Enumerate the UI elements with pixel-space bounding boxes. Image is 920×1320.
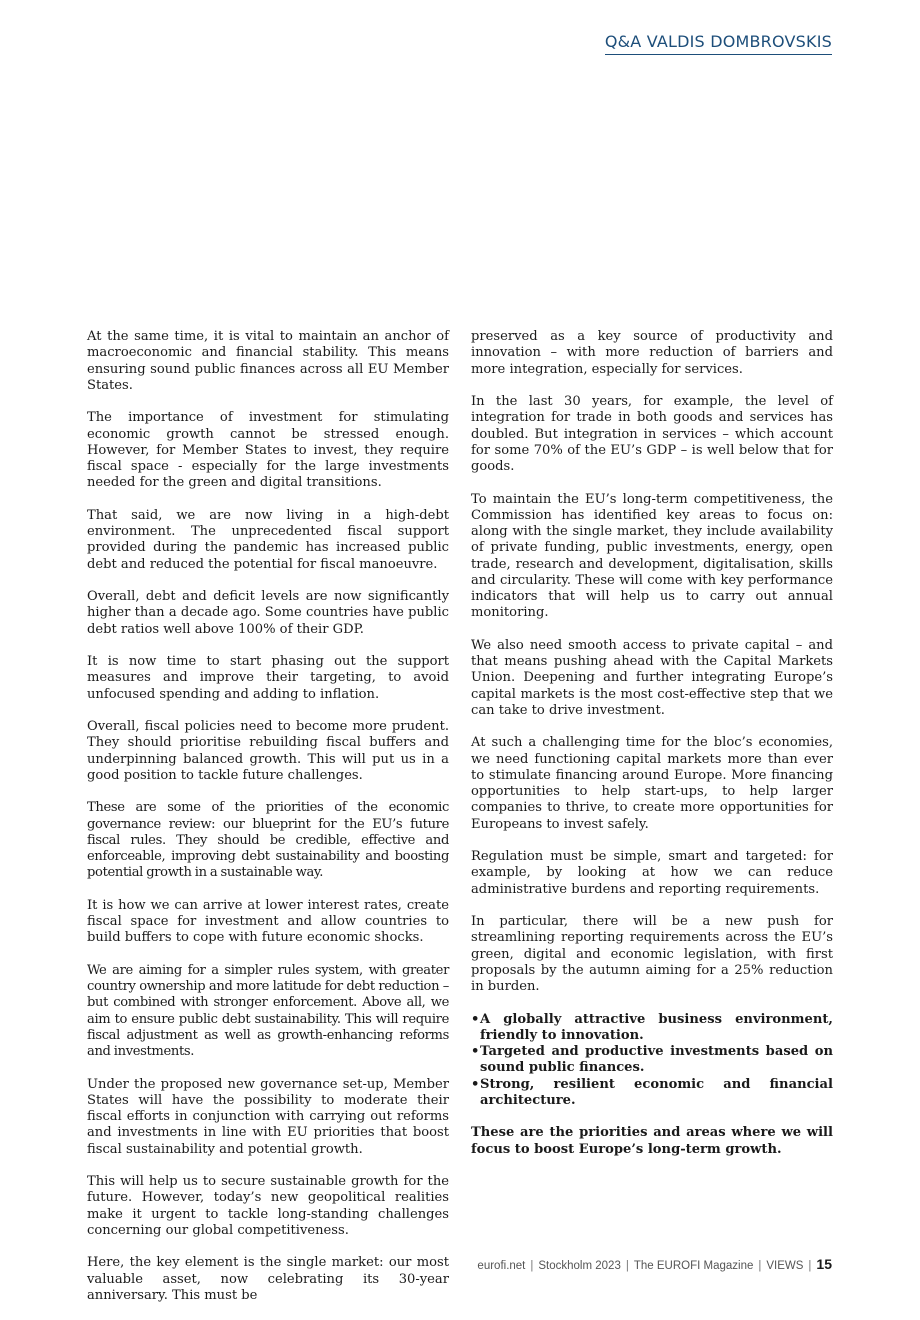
list-item-text: A globally attractive business environment, friendly to innovation. (480, 1011, 833, 1043)
paragraph: The importance of investment for stimulating economic growth cannot be stressed enough. However, for Member States to invest, they require fiscal space - especially for the large investments needed for the green and digital transitions. (87, 410, 449, 491)
paragraph: In the last 30 years, for example, the level of integration for trade in both goods and services has doubled. But integration in services – which account for some 70% of the EU’s GDP – is well below that for goods. (471, 394, 833, 474)
paragraph: We are aiming for a simpler rules system, with greater country ownership and more latitude for debt reduction – but combined with stronger enforcement. Above all, we aim to ensure public debt sustainability. This will require fiscal adjustment as well as growth-enhancing reforms and investments. (87, 962, 449, 1059)
paragraph: Overall, debt and deficit levels are now significantly higher than a decade ago. Some countries have public debt ratios well above 100% of their GDP. (87, 589, 449, 637)
footer-section: VIEWS (766, 1260, 804, 1272)
list-item (471, 1044, 833, 1077)
article-header: Q&A VALDIS DOMBROVSKIS (605, 32, 832, 55)
footer-separator: | (625, 1260, 629, 1272)
paragraph: At the same time, it is vital to maintain an anchor of macroeconomic and financial stability. This means ensuring sound public finances across all EU Member States. (87, 329, 449, 393)
list-item-text: Targeted and productive investments based on sound public finances. (480, 1044, 833, 1076)
paragraph: These are some of the priorities of the economic governance review: our blueprint for the EU’s future fiscal rules. They should be credible, effective and enforceable, improving debt sustainability and boosting potential growth in a sustainable way. (87, 800, 449, 881)
bullet-icon: • (471, 1076, 480, 1092)
list-item (471, 1012, 833, 1045)
footer-site: eurofi.net (477, 1260, 526, 1272)
paragraph: This will help us to secure sustainable growth for the future. However, today’s new geopolitical realities make it urgent to tackle long-standing challenges concerning our global competitiveness. (87, 1174, 449, 1238)
priority-list (471, 1012, 833, 1110)
paragraph: Regulation must be simple, smart and targeted: for example, by looking at how we can reduce administrative burdens and reporting requirements. (471, 849, 833, 897)
page-number: 15 (816, 1256, 832, 1272)
paragraph: At such a challenging time for the bloc’s economies, we need functioning capital markets more than ever to stimulate financing around Europe. More financing opportunities to help start-ups, to help larger companies to thrive, to create more opportunities for Europeans to invest safely. (471, 735, 833, 832)
footer-edition: Stockholm 2023 (538, 1260, 621, 1272)
page-footer (477, 1256, 832, 1272)
bullet-icon: • (471, 1044, 480, 1059)
paragraph: It is now time to start phasing out the support measures and improve their targeting, to avoid unfocused spending and adding to inflation. (87, 654, 449, 702)
paragraph: To maintain the EU’s long-term competitiveness, the Commission has identified key areas to focus on: along with the single market, they include availability of private funding, public investments, energy, open trade, research and development, digitalisation, skills and circularity. These will come with key performance indicators that will help us to carry out annual monitoring. (471, 491, 833, 621)
paragraph: Here, the key element is the single market: our most valuable asset, now celebrating its 30-year anniversary. This must be (87, 1255, 449, 1303)
footer-separator: | (808, 1260, 812, 1272)
right-column (471, 329, 833, 1174)
footer-separator: | (530, 1260, 534, 1272)
paragraph: Under the proposed new governance set-up, Member States will have the possibility to moderate their fiscal efforts in conjunction with carrying out reforms and investments in line with EU priorities that boost fiscal sustainability and potential growth. (87, 1076, 449, 1157)
left-column (87, 329, 449, 1320)
paragraph: In particular, there will be a new push for streamlining reporting requirements across the EU’s green, digital and economic legislation, with first proposals by the autumn aiming for a 25% reduction in burden. (471, 914, 833, 994)
footer-publication: The EUROFI Magazine (633, 1260, 754, 1272)
list-item-text: Strong, resilient economic and financial architecture. (480, 1076, 833, 1108)
paragraph: Overall, fiscal policies need to become more prudent. They should prioritise rebuilding fiscal buffers and underpinning balanced growth. This will put us in a good position to tackle future challenges. (87, 719, 449, 783)
closing-statement: These are the priorities and areas where we will focus to boost Europe’s long-term growth. (471, 1125, 833, 1157)
paragraph: It is how we can arrive at lower interest rates, create fiscal space for investment and allow countries to build buffers to cope with future economic shocks. (87, 897, 449, 946)
paragraph: We also need smooth access to private capital – and that means pushing ahead with the Capital Markets Union. Deepening and further integrating Europe’s capital markets is the most cost-effective step that we can take to drive investment. (471, 637, 833, 718)
footer-separator: | (758, 1260, 762, 1272)
list-item (471, 1077, 833, 1110)
paragraph: preserved as a key source of productivity and innovation – with more reduction of barriers and more integration, especially for services. (471, 329, 833, 377)
bullet-icon: • (471, 1011, 480, 1027)
paragraph: That said, we are now living in a high-debt environment. The unprecedented fiscal support provided during the pandemic has increased public debt and reduced the potential for fiscal manoeuvre. (87, 507, 449, 572)
